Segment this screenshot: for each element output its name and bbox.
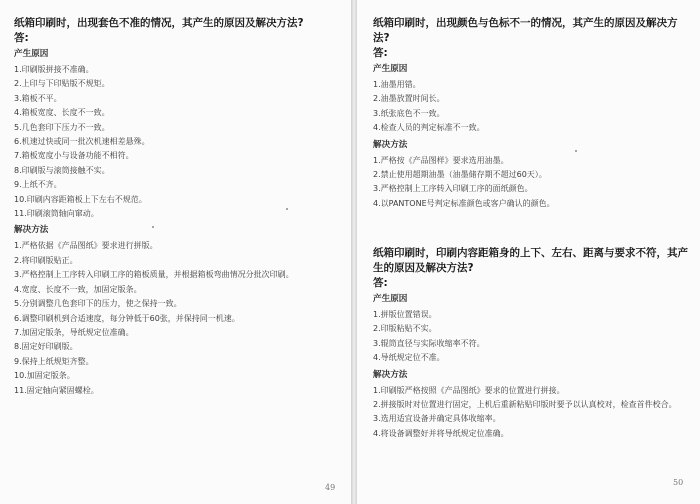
right-solutions-list-2: [373, 384, 694, 442]
right-causes-list-1: [373, 78, 694, 136]
right-page-number: 50: [673, 478, 684, 487]
list-item: 2.印版粘贴不实。: [373, 324, 437, 334]
list-item: 4.检查人员的判定标准不一致。: [373, 123, 485, 133]
list-item: 9.保持上纸规矩齐整。: [14, 356, 94, 366]
list-item: 1.拼版位置错误。: [373, 310, 437, 319]
right-solutions-list-1: [373, 154, 694, 212]
list-item: 4.以PANTONE号判定标准颜色或客户确认的颜色。: [373, 198, 555, 208]
list-item: 5.分别调整几色套印下的压力，使之保持一致。: [14, 299, 182, 309]
left-causes-list: [14, 63, 343, 221]
list-item: 3.辊筒直径与实际收缩率不符。: [373, 338, 485, 348]
list-item: 2.禁止使用超期油墨（油墨储存期不超过60天）。: [373, 170, 547, 180]
print-speck: [575, 150, 577, 152]
list-item: 6.调整印刷机到合适速度，每分钟低于60张，并保持同一机速。: [14, 313, 240, 323]
list-item: 3.纸张底色不一致。: [373, 108, 445, 118]
right-answer-label-2: 答:: [373, 277, 388, 289]
list-item: 7.箱板宽度小与设备功能不相符。: [14, 151, 134, 161]
list-item: 3.严格控制上工序转入印刷工序的面纸颜色。: [373, 184, 533, 194]
list-item: 1.油墨用错。: [373, 80, 421, 89]
left-answer-label: 答:: [14, 32, 29, 44]
list-item: 4.将设备调整好并将导纸规定位准确。: [373, 428, 509, 438]
left-solutions-list: [14, 239, 343, 397]
list-item: 3.严格控制上工序转入印刷工序的箱板质量，并根据箱板弯曲情况分批次印刷。: [14, 270, 294, 280]
print-speck: [286, 208, 288, 210]
right-answer-label-1: 答:: [373, 47, 388, 59]
right-page: [357, 0, 700, 504]
right-solutions-heading-1: 解决方法: [373, 139, 408, 150]
list-item: 2.油墨放置时间长。: [373, 94, 445, 104]
list-item: 4.导纸规定位不准。: [373, 353, 445, 363]
list-item: 2.拼接版时对位置进行固定，上机后重新粘贴印版时要予以认真校对，检查首件校合。: [373, 400, 677, 410]
print-speck: [152, 226, 154, 228]
list-item: 2.上印与下印贴版不规矩。: [14, 79, 110, 89]
list-item: 11.固定轴向紧固螺栓。: [14, 385, 99, 395]
list-item: 4.宽度、长度不一致，加固定版条。: [14, 284, 142, 294]
left-causes-heading: 产生原因: [14, 49, 49, 59]
right-question-title-2: 纸箱印刷时，印刷内容距箱身的上下、左右、距离与要求不符，其产生的原因及解决方法?: [373, 247, 688, 274]
list-item: 1.严格按《产品图样》要求选用油墨。: [373, 155, 509, 165]
list-item: 1.严格依据《产品图纸》要求进行拼版。: [14, 241, 158, 251]
list-item: 6.机速过快或同一批次机速相差悬殊。: [14, 137, 150, 147]
list-item: 10.加固定版条。: [14, 371, 75, 381]
right-causes-list-2: [373, 308, 694, 366]
right-question-title-1: 纸箱印刷时，出现颜色与色标不一的情况，其产生的原因及解决方法?: [373, 17, 678, 44]
list-item: 7.加固定版条，导纸规定位准确。: [14, 327, 134, 337]
list-item: 10.印刷内容距箱板上下左右不规范。: [14, 194, 147, 204]
list-item: 8.固定好印刷版。: [14, 342, 78, 352]
list-item: 8.印刷版与滚筒接触不实。: [14, 165, 110, 175]
list-item: 11.印刷滚筒轴向窜动。: [14, 209, 99, 219]
list-item: 3.选用适宜设备并确定具体收缩率。: [373, 414, 501, 424]
list-item: 5.几色套印下压力不一致。: [14, 122, 110, 132]
list-item: 2.将印刷版贴正。: [14, 255, 78, 265]
right-causes-heading-1: 产生原因: [373, 64, 408, 74]
right-causes-heading-2: 产生原因: [373, 294, 408, 304]
list-item: 1.印刷版严格按照《产品图纸》要求的位置进行拼接。: [373, 385, 565, 395]
list-item: 1.印刷版拼接不准确。: [14, 65, 94, 74]
right-block-position-mismatch: [373, 246, 694, 441]
left-solutions-heading: 解决方法: [14, 225, 49, 236]
list-item: 3.箱板不平。: [14, 93, 62, 103]
list-item: 4.箱板宽度、长度不一致。: [14, 108, 110, 118]
left-question-title: 纸箱印刷时，出现套色不准的情况，其产生的原因及解决方法?: [14, 17, 304, 29]
right-block-color-mismatch: [373, 16, 694, 211]
list-item: 9.上纸不齐。: [14, 180, 62, 190]
right-solutions-heading-2: 解决方法: [373, 369, 408, 380]
left-page-number: 49: [325, 483, 336, 492]
